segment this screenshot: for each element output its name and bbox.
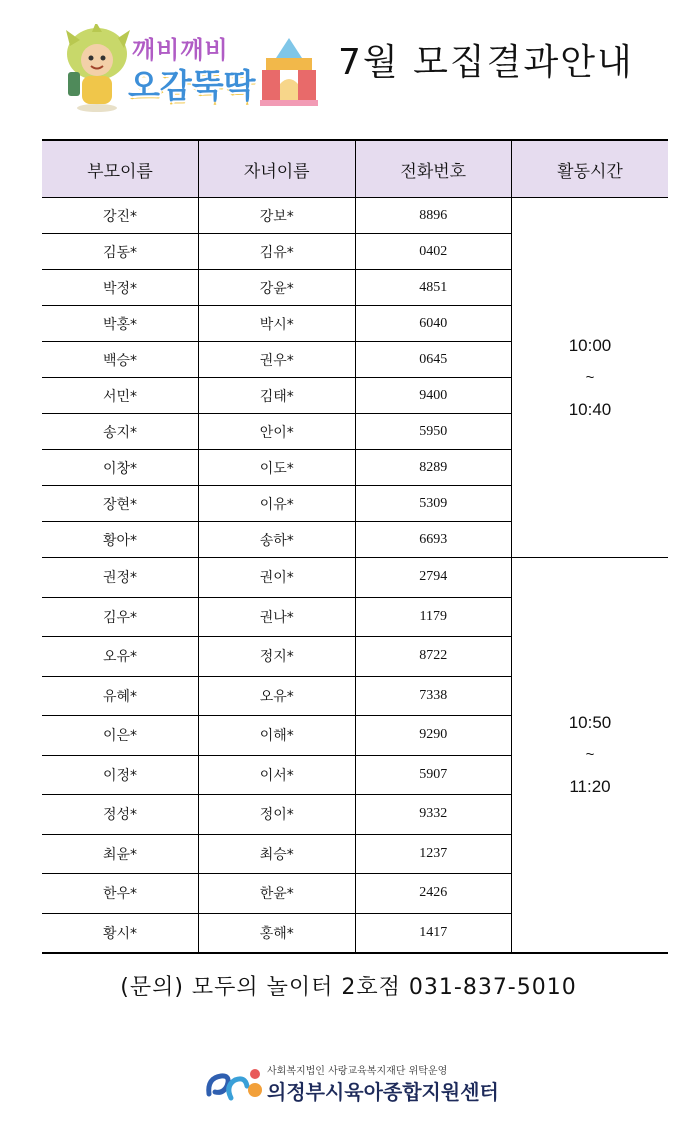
- inquiry-contact: (문의) 모두의 놀이터 2호점 031-837-5010: [120, 975, 577, 1000]
- parent-name-cell: 이은*: [42, 716, 199, 756]
- child-name-cell: 오유*: [199, 676, 356, 716]
- activity-time-cell: [512, 558, 669, 954]
- phone-cell: 8289: [355, 450, 512, 486]
- logo-text-main: 오감뚝딱: [128, 66, 256, 105]
- child-name-cell: 송하*: [199, 522, 356, 558]
- child-name-cell: 권나*: [199, 597, 356, 637]
- parent-name-cell: 황시*: [42, 913, 199, 953]
- phone-cell: 6040: [355, 306, 512, 342]
- phone-cell: 9290: [355, 716, 512, 756]
- child-name-cell: 권우*: [199, 342, 356, 378]
- parent-name-cell: 정성*: [42, 795, 199, 835]
- phone-cell: 5309: [355, 486, 512, 522]
- time-separator: ~: [585, 746, 595, 763]
- child-name-cell: 김유*: [199, 234, 356, 270]
- parent-name-cell: 유혜*: [42, 676, 199, 716]
- phone-cell: 0645: [355, 342, 512, 378]
- time-end: 10:40: [568, 399, 612, 419]
- phone-cell: 9332: [355, 795, 512, 835]
- parent-name-cell: 이창*: [42, 450, 199, 486]
- child-name-cell: 강보*: [199, 198, 356, 234]
- child-name-cell: 강윤*: [199, 270, 356, 306]
- phone-cell: 2794: [355, 558, 512, 598]
- phone-cell: 5950: [355, 414, 512, 450]
- activity-time-cell: [512, 198, 669, 558]
- phone-cell: 9400: [355, 378, 512, 414]
- child-name-cell: 정지*: [199, 637, 356, 677]
- column-header-phone: 전화번호: [355, 140, 512, 198]
- child-name-cell: 이해*: [199, 716, 356, 756]
- child-name-cell: 권이*: [199, 558, 356, 598]
- page-title: 7월 모집결과안내: [338, 42, 634, 83]
- phone-cell: 0402: [355, 234, 512, 270]
- recruitment-results-table: [42, 139, 668, 954]
- child-name-cell: 이도*: [199, 450, 356, 486]
- parent-name-cell: 서민*: [42, 378, 199, 414]
- column-header-parent-name: 부모이름: [42, 140, 199, 198]
- parent-name-cell: 강진*: [42, 198, 199, 234]
- phone-cell: 5907: [355, 755, 512, 795]
- table-row: [42, 558, 668, 598]
- phone-cell: 8896: [355, 198, 512, 234]
- header: [0, 0, 697, 130]
- parent-name-cell: 이정*: [42, 755, 199, 795]
- table-row: [42, 198, 668, 234]
- column-header-activity-time: 활동시간: [512, 140, 669, 198]
- goblin-mascot-icon: [62, 24, 132, 112]
- phone-cell: 8722: [355, 637, 512, 677]
- parent-name-cell: 송지*: [42, 414, 199, 450]
- table-header-row: [42, 140, 668, 198]
- parent-name-cell: 최윤*: [42, 834, 199, 874]
- time-end: 11:20: [569, 777, 611, 796]
- child-name-cell: 이서*: [199, 755, 356, 795]
- parent-name-cell: 오유*: [42, 637, 199, 677]
- child-name-cell: 안이*: [199, 414, 356, 450]
- child-name-cell: 박시*: [199, 306, 356, 342]
- parent-name-cell: 백승*: [42, 342, 199, 378]
- phone-cell: 1179: [355, 597, 512, 637]
- program-logo: [62, 18, 322, 118]
- parent-name-cell: 박홍*: [42, 306, 199, 342]
- footer-org-name: 의정부시육아종합지원센터: [267, 1080, 499, 1104]
- time-start: 10:50: [568, 713, 612, 732]
- parent-name-cell: 황아*: [42, 522, 199, 558]
- phone-cell: 1417: [355, 913, 512, 953]
- footer-organization: [205, 1062, 525, 1112]
- time-separator: ~: [585, 368, 595, 386]
- child-name-cell: 홍해*: [199, 913, 356, 953]
- child-name-cell: 한윤*: [199, 874, 356, 914]
- time-start: 10:00: [568, 335, 612, 355]
- phone-cell: 2426: [355, 874, 512, 914]
- logo-text-top: 깨비깨비: [132, 36, 229, 64]
- child-name-cell: 최승*: [199, 834, 356, 874]
- phone-cell: 6693: [355, 522, 512, 558]
- column-header-child-name: 자녀이름: [199, 140, 356, 198]
- child-name-cell: 이유*: [199, 486, 356, 522]
- center-logo-icon: [205, 1064, 265, 1104]
- parent-name-cell: 박정*: [42, 270, 199, 306]
- parent-name-cell: 김동*: [42, 234, 199, 270]
- footer-subtitle: 사회복지법인 사랑교육복지재단 위탁운영: [267, 1066, 448, 1077]
- child-name-cell: 김태*: [199, 378, 356, 414]
- parent-name-cell: 장현*: [42, 486, 199, 522]
- phone-cell: 7338: [355, 676, 512, 716]
- parent-name-cell: 권정*: [42, 558, 199, 598]
- phone-cell: 4851: [355, 270, 512, 306]
- building-blocks-icon: [256, 32, 322, 108]
- parent-name-cell: 한우*: [42, 874, 199, 914]
- table-body: [42, 198, 668, 954]
- parent-name-cell: 김우*: [42, 597, 199, 637]
- child-name-cell: 정이*: [199, 795, 356, 835]
- phone-cell: 1237: [355, 834, 512, 874]
